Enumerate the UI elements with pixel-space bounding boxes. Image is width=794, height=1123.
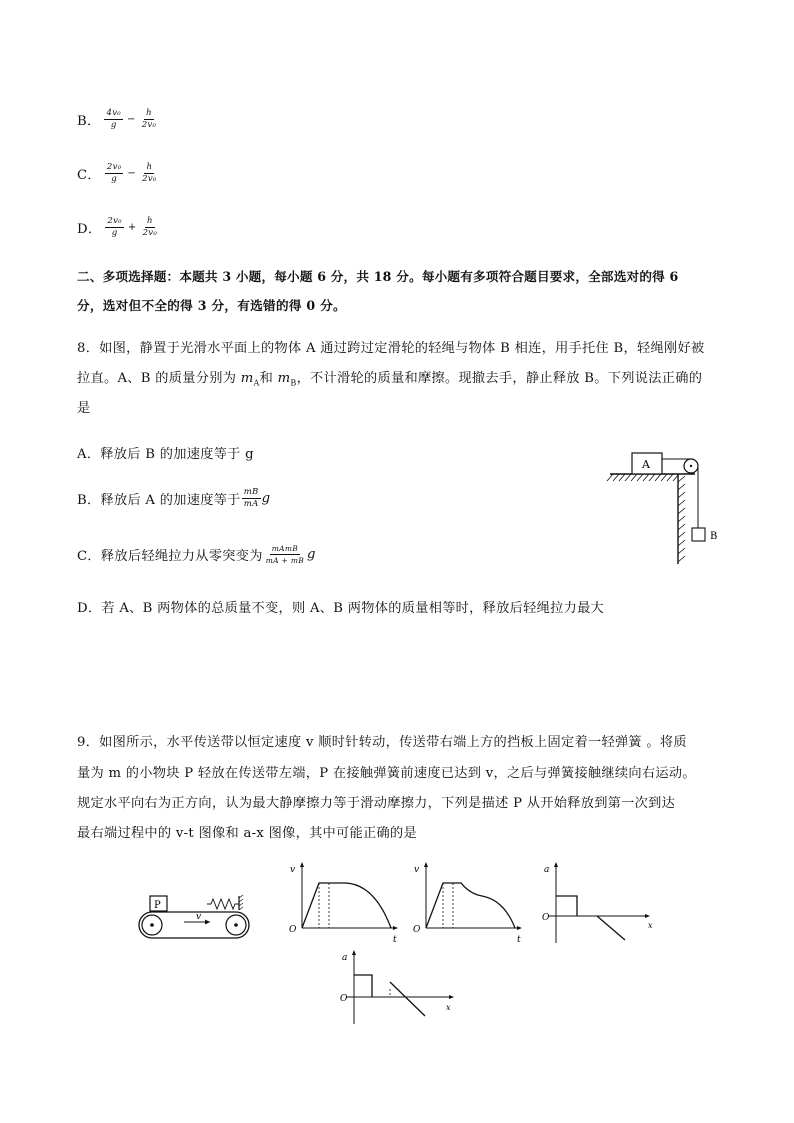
frac-num: h	[146, 108, 152, 118]
q8-pulley-figure	[605, 448, 725, 568]
origin-label: O	[542, 913, 550, 923]
frac-num: mAmB	[271, 544, 299, 553]
q8-option-b	[77, 487, 270, 510]
text: ，不计滑轮的质量和摩擦。现撤去手，静止释放 B。下列说法正确的	[296, 371, 703, 386]
axis-label-y: a	[544, 865, 550, 875]
operator: +	[127, 222, 137, 233]
axis-label-x: t	[517, 935, 521, 945]
q8-stem-line3: 是	[77, 401, 91, 416]
graph-vt-2	[408, 858, 528, 948]
q9-stem-line3: 规定水平向右为正方向，认为最大静摩擦力等于滑动摩擦力，下列是描述 P 从开始释放到第一次到达	[77, 796, 676, 811]
fraction	[105, 162, 124, 185]
section-heading-line1: 二、多项选择题：本题共 3 小题，每小题 6 分，共 18 分。每小题有多项符合题目要求，全部选对的得 6	[77, 269, 679, 284]
frac-num: 2v₀	[106, 162, 122, 172]
frac-den: 2v₀	[142, 228, 158, 238]
frac-den: g	[111, 174, 118, 184]
fraction	[104, 108, 123, 131]
q8-option-d: D．若 A、B 两物体的总质量不变，则 A、B 两物体的质量相等时，释放后轻绳拉力最大	[77, 601, 605, 616]
axis-label-x: t	[393, 935, 397, 945]
fraction	[105, 216, 124, 239]
frac-den: 2v₀	[142, 174, 157, 184]
var-g: g	[307, 547, 316, 562]
sub: A	[253, 378, 260, 388]
operator: −	[127, 114, 136, 125]
option-b-prev	[77, 108, 158, 131]
text: 拉直。A、B 的质量分别为	[77, 371, 241, 386]
q8-stem-line2	[77, 367, 702, 388]
frac-den: g	[110, 120, 117, 130]
frac-num: mB	[243, 487, 259, 497]
text: B．释放后 A 的加速度等于	[77, 493, 241, 508]
conveyor-figure	[134, 888, 258, 946]
operator: −	[127, 168, 137, 179]
sub: B	[290, 378, 297, 388]
var-g: g	[261, 491, 271, 506]
option-letter: C．	[77, 168, 101, 183]
frac-den: 2v₀	[141, 120, 157, 130]
var-m: m	[277, 371, 291, 386]
graph-ax-1	[536, 858, 666, 948]
graph-ax-2	[334, 948, 464, 1028]
option-d-prev	[77, 216, 159, 239]
q9-stem-line4: 最右端过程中的 v-t 图像和 a-x 图像，其中可能正确的是	[77, 826, 417, 841]
axis-label-y: v	[290, 865, 296, 875]
graph-vt-1	[284, 858, 404, 948]
frac-num: 2v₀	[107, 216, 122, 226]
label-a: A	[642, 458, 650, 471]
axis-label-x: x	[648, 921, 653, 930]
axis-label-y: a	[342, 953, 348, 963]
fraction	[140, 108, 159, 131]
option-letter: D．	[77, 222, 102, 237]
fraction	[264, 543, 306, 566]
origin-label: O	[289, 925, 297, 935]
axis-label-y: v	[414, 865, 420, 875]
text: 和	[259, 371, 278, 386]
fraction	[242, 487, 261, 510]
text: C．释放后轻绳拉力从零突变为	[77, 549, 263, 564]
frac-num: h	[146, 216, 153, 226]
q9-stem-line1: 9．如图所示，水平传送带以恒定速度 v 顺时针转动，传送带右端上方的挡板上固定着一轻弹簧 。将质	[77, 735, 687, 750]
q8-option-c	[77, 543, 316, 566]
frac-num: h	[146, 162, 153, 172]
block-b	[692, 528, 705, 541]
frac-den: mA	[243, 499, 259, 509]
fraction	[140, 162, 159, 185]
frac-den: mA + mB	[265, 556, 305, 565]
spring-icon	[207, 899, 239, 909]
label-v: v	[196, 912, 202, 922]
section-heading-line2: 分，选对但不全的得 3 分，有选错的得 0 分。	[77, 298, 346, 313]
origin-label: O	[413, 925, 421, 935]
q9-stem-line2: 量为 m 的小物块 P 轻放在传送带左端，P 在接触弹簧前速度已达到 v，之后与弹簧接触继续向右运动。	[77, 766, 696, 781]
var-m: m	[240, 371, 254, 386]
origin-label: O	[340, 994, 348, 1004]
label-b: B	[710, 531, 718, 542]
q8-option-a: A．释放后 B 的加速度等于 g	[77, 447, 254, 462]
frac-num: 4v₀	[106, 108, 122, 118]
option-letter: B．	[77, 114, 101, 129]
axis-label-x: x	[446, 1003, 451, 1012]
option-c-prev	[77, 162, 159, 185]
label-p: P	[154, 900, 161, 911]
q8-stem-line1: 8．如图，静置于光滑水平面上的物体 A 通过跨过定滑轮的轻绳与物体 B 相连，用手托住 B，轻绳刚好被	[77, 341, 705, 356]
frac-den: g	[111, 228, 118, 238]
fraction	[141, 216, 160, 239]
